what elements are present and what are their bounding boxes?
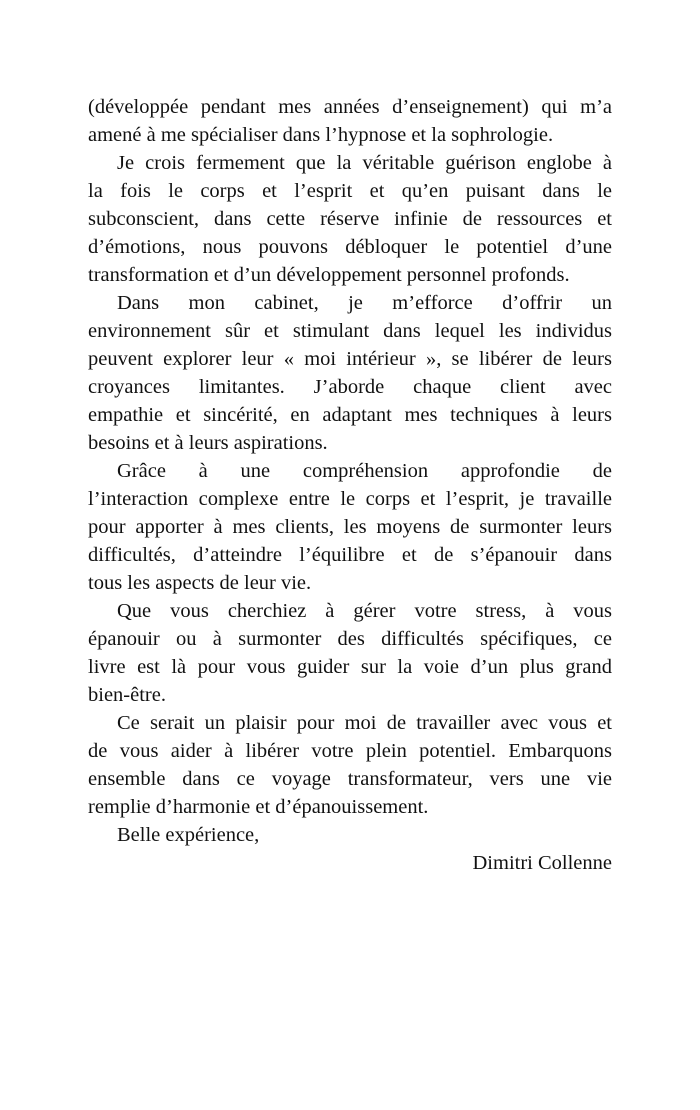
text-line: épanouir ou à surmonter des difficultés spécifiques, ce [88, 628, 612, 650]
text-line: pour apporter à mes clients, les moyens de surmonter leurs [88, 516, 612, 538]
text-line: la fois le corps et l’esprit et qu’en puisant dans le [88, 180, 612, 202]
text-line: Je crois fermement que la véritable guérison englobe à [117, 152, 612, 174]
paragraph [88, 149, 612, 289]
text-line: croyances limitantes. J’aborde chaque client avec [88, 376, 612, 398]
text-line: ensemble dans ce voyage transformateur, vers une vie [88, 768, 612, 790]
text-line: remplie d’harmonie et d’épanouissement. [88, 796, 429, 818]
paragraph [88, 289, 612, 457]
text-line: Grâce à une compréhension approfondie de [117, 460, 612, 482]
text-line: tous les aspects de leur vie. [88, 572, 312, 594]
text-line: transformation et d’un développement personnel profonds. [88, 264, 570, 286]
text-line: difficultés, d’atteindre l’équilibre et de s’épanouir dans [88, 544, 612, 566]
text-line: Ce serait un plaisir pour moi de travailler avec vous et [117, 712, 612, 734]
author-signature: Dimitri Collenne [472, 852, 612, 874]
paragraph [88, 93, 612, 149]
text-line: Dans mon cabinet, je m’efforce d’offrir un [117, 292, 612, 314]
paragraph [88, 709, 612, 821]
text-line: besoins et à leurs aspirations. [88, 432, 328, 454]
text-line: de vous aider à libérer votre plein potentiel. Embarquons [88, 740, 612, 762]
document-body [88, 93, 612, 877]
paragraph [88, 597, 612, 709]
text-line: environnement sûr et stimulant dans lequel les individus [88, 320, 612, 342]
paragraph [88, 457, 612, 597]
text-line: empathie et sincérité, en adaptant mes techniques à leurs [88, 404, 612, 426]
text-line: peuvent explorer leur « moi intérieur », se libérer de leurs [88, 348, 612, 370]
text-line: (développée pendant mes années d’enseignement) qui m’a [88, 96, 612, 118]
text-line: amené à me spécialiser dans l’hypnose et la sophrologie. [88, 124, 554, 146]
text-line: subconscient, dans cette réserve infinie de ressources et [88, 208, 612, 230]
text-line: Belle expérience, [117, 824, 260, 846]
text-line: livre est là pour vous guider sur la voie d’un plus grand [88, 656, 612, 678]
paragraph [88, 821, 612, 849]
text-line: Que vous cherchiez à gérer votre stress, à vous [117, 600, 612, 622]
text-line: d’émotions, nous pouvons débloquer le potentiel d’une [88, 236, 612, 258]
text-line: bien-être. [88, 684, 166, 706]
text-line: l’interaction complexe entre le corps et l’esprit, je travaille [88, 488, 612, 510]
